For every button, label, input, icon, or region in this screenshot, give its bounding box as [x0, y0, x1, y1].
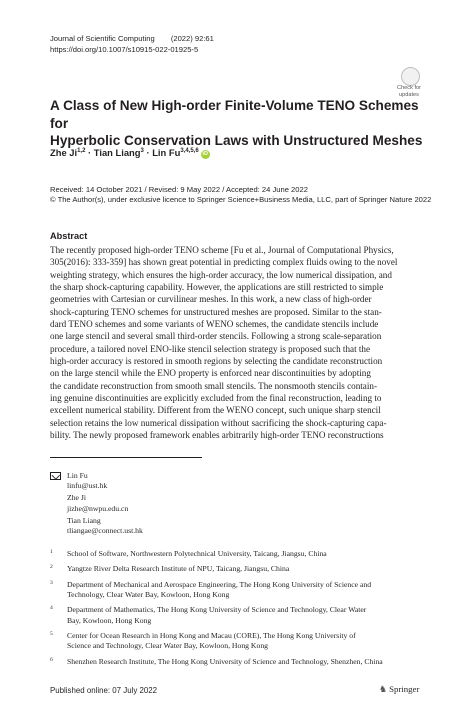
author-name: Zhe Ji: [50, 147, 78, 158]
contact-list: [67, 471, 143, 538]
journal-header: [50, 33, 214, 55]
contact-entry: [67, 493, 143, 513]
abstract-line: dard TENO schemes and some variants of WENO schemes, the candidate stencils include: [50, 319, 379, 330]
publisher-name: Springer: [389, 684, 420, 694]
affiliation-item: [50, 605, 430, 625]
author-separator: ·: [85, 147, 94, 158]
doi-link[interactable]: https://doi.org/10.1007/s10915-022-01925-5: [50, 45, 199, 54]
published-online-date: Published online: 07 July 2022: [50, 686, 158, 695]
orcid-icon[interactable]: iD: [202, 151, 208, 157]
affiliation-line: Yangtze River Delta Research Institute of NPU, Taicang, Jiangsu, China: [67, 564, 290, 574]
author-affil-marks: 3,4,5,6: [180, 147, 199, 154]
journal-volume: (2022) 92:61: [170, 34, 214, 43]
publisher-logo[interactable]: [379, 684, 419, 695]
contact-email[interactable]: linfu@ust.hk: [67, 481, 108, 491]
article-dates: [50, 185, 431, 205]
abstract-line: weighting strategy, which ensures the high-order accuracy, the low numerical dissipation, and: [50, 269, 392, 280]
affiliation-item: [50, 549, 430, 559]
contact-email[interactable]: tliangae@connect.ust.hk: [67, 526, 143, 536]
author-separator: ·: [143, 147, 153, 158]
updates-icon: [401, 67, 420, 86]
affiliation-item: [50, 657, 430, 667]
affiliation-number: 2: [50, 564, 53, 571]
affiliation-number: 5: [50, 630, 53, 637]
affiliation-line: Center for Ocean Research in Hong Kong and Macau (CORE), The Hong Kong University of: [67, 630, 356, 640]
footnote-divider: [50, 457, 202, 458]
abstract-line: shock-capturing TENO schemes for unstructured meshes are proposed. Similar to the stan-: [50, 306, 382, 317]
affiliation-number: 3: [50, 579, 53, 586]
envelope-icon: [50, 472, 61, 480]
affiliation-line: Department of Mechanical and Aerospace Engineering, The Hong Kong University of Science and: [67, 579, 372, 589]
abstract-line: selection retains the low numerical dissipation without sacrificing the shock-capturing capa-: [50, 417, 387, 428]
springer-horse-icon: ♞: [379, 684, 388, 694]
affiliation-line: Science and Technology, Clear Water Bay, Kowloon, Hong Kong: [67, 641, 269, 651]
abstract-line: one large stencil and several small third-order stencils. Following a strong scale-separation: [50, 331, 382, 342]
author-affil-marks: 3: [140, 147, 144, 154]
contact-name: Zhe Ji: [67, 493, 87, 503]
history-line: Received: 14 October 2021 / Revised: 9 May 2022 / Accepted: 24 June 2022: [50, 185, 308, 194]
badge-line-2: updates: [399, 91, 419, 98]
contact-name: Tian Liang: [67, 515, 101, 525]
contact-entry: [67, 471, 143, 491]
title-line-2: Hyperbolic Conservation Laws with Unstructured Meshes: [50, 133, 423, 148]
abstract-body: [50, 244, 425, 442]
abstract-line: on the large stencil while the ENO property is enforced near discontinuities by adopting: [50, 368, 371, 379]
affiliation-line: School of Software, Northwestern Polytechnical University, Taicang, Jiangsu, China: [67, 549, 327, 558]
badge-line-1: Check for: [397, 85, 421, 91]
contact-entry: [67, 516, 143, 536]
affiliation-list: [50, 549, 430, 672]
abstract-heading: Abstract: [50, 231, 88, 241]
abstract-line: high-order accuracy is restored in smooth regions by selecting the candidate reconstruction: [50, 356, 383, 367]
affiliation-number: 4: [50, 605, 53, 612]
abstract-line: geometries with Cartesian or curvilinear meshes. In this work, a new class of high-order: [50, 294, 372, 305]
author-name: Lin Fu: [152, 147, 181, 158]
abstract-line: procedure, a tailored novel ENO-like stencil selection strategy is proposed such that the: [50, 343, 371, 354]
affiliation-line: Department of Mathematics, The Hong Kong University of Science and Technology, Clear Water: [67, 605, 367, 615]
abstract-line: the sharp shock-capturing capability. However, the applications are still restricted to simple: [50, 282, 384, 293]
affiliation-line: Shenzhen Research Institute, The Hong Kong University of Science and Technology, Shenzhen, China: [67, 656, 383, 666]
author-list: [50, 147, 210, 159]
abstract-line: ing genuine discontinuities are explicitly excluded from the final reconstruction, leading to: [50, 393, 382, 404]
abstract-line: excellent numerical stability. Different from the WENO concept, such unique sharp stencil: [50, 405, 381, 416]
contact-name: Lin Fu: [67, 471, 88, 480]
journal-name: Journal of Scientific Computing: [50, 34, 155, 43]
affiliation-item: [50, 631, 430, 651]
abstract-line: bility. The newly proposed framework enables arbitrarily high-order TENO reconstructions: [50, 430, 384, 441]
abstract-line: the candidate reconstruction from smooth small stencils. The nonsmooth stencils contain-: [50, 380, 377, 391]
article-title: [50, 97, 430, 150]
affiliation-line: Bay, Kowloon, Hong Kong: [67, 615, 152, 625]
affiliation-item: [50, 564, 430, 574]
author-affil-marks: 1,2: [77, 147, 86, 154]
contact-email[interactable]: jizhe@nwpu.edu.cn: [67, 503, 129, 513]
affiliation-line: Technology, Clear Water Bay, Kowloon, Hong Kong: [67, 589, 230, 599]
author-name: Tian Liang: [93, 147, 141, 158]
affiliation-item: [50, 580, 430, 600]
abstract-line: 305(2016): 333-359] has shown great potential in predicting complex fluids owing to the novel: [50, 257, 398, 268]
title-line-1: A Class of New High-order Finite-Volume TENO Schemes for: [50, 98, 419, 131]
affiliation-number: 6: [50, 656, 53, 663]
affiliation-number: 1: [50, 549, 53, 555]
abstract-line: The recently proposed high-order TENO scheme [Fu et al., Journal of Computational Physics,: [50, 245, 394, 255]
copyright-line: © The Author(s), under exclusive licence to Springer Science+Business Media, LLC, part of Springer Nature 2022: [50, 195, 432, 204]
